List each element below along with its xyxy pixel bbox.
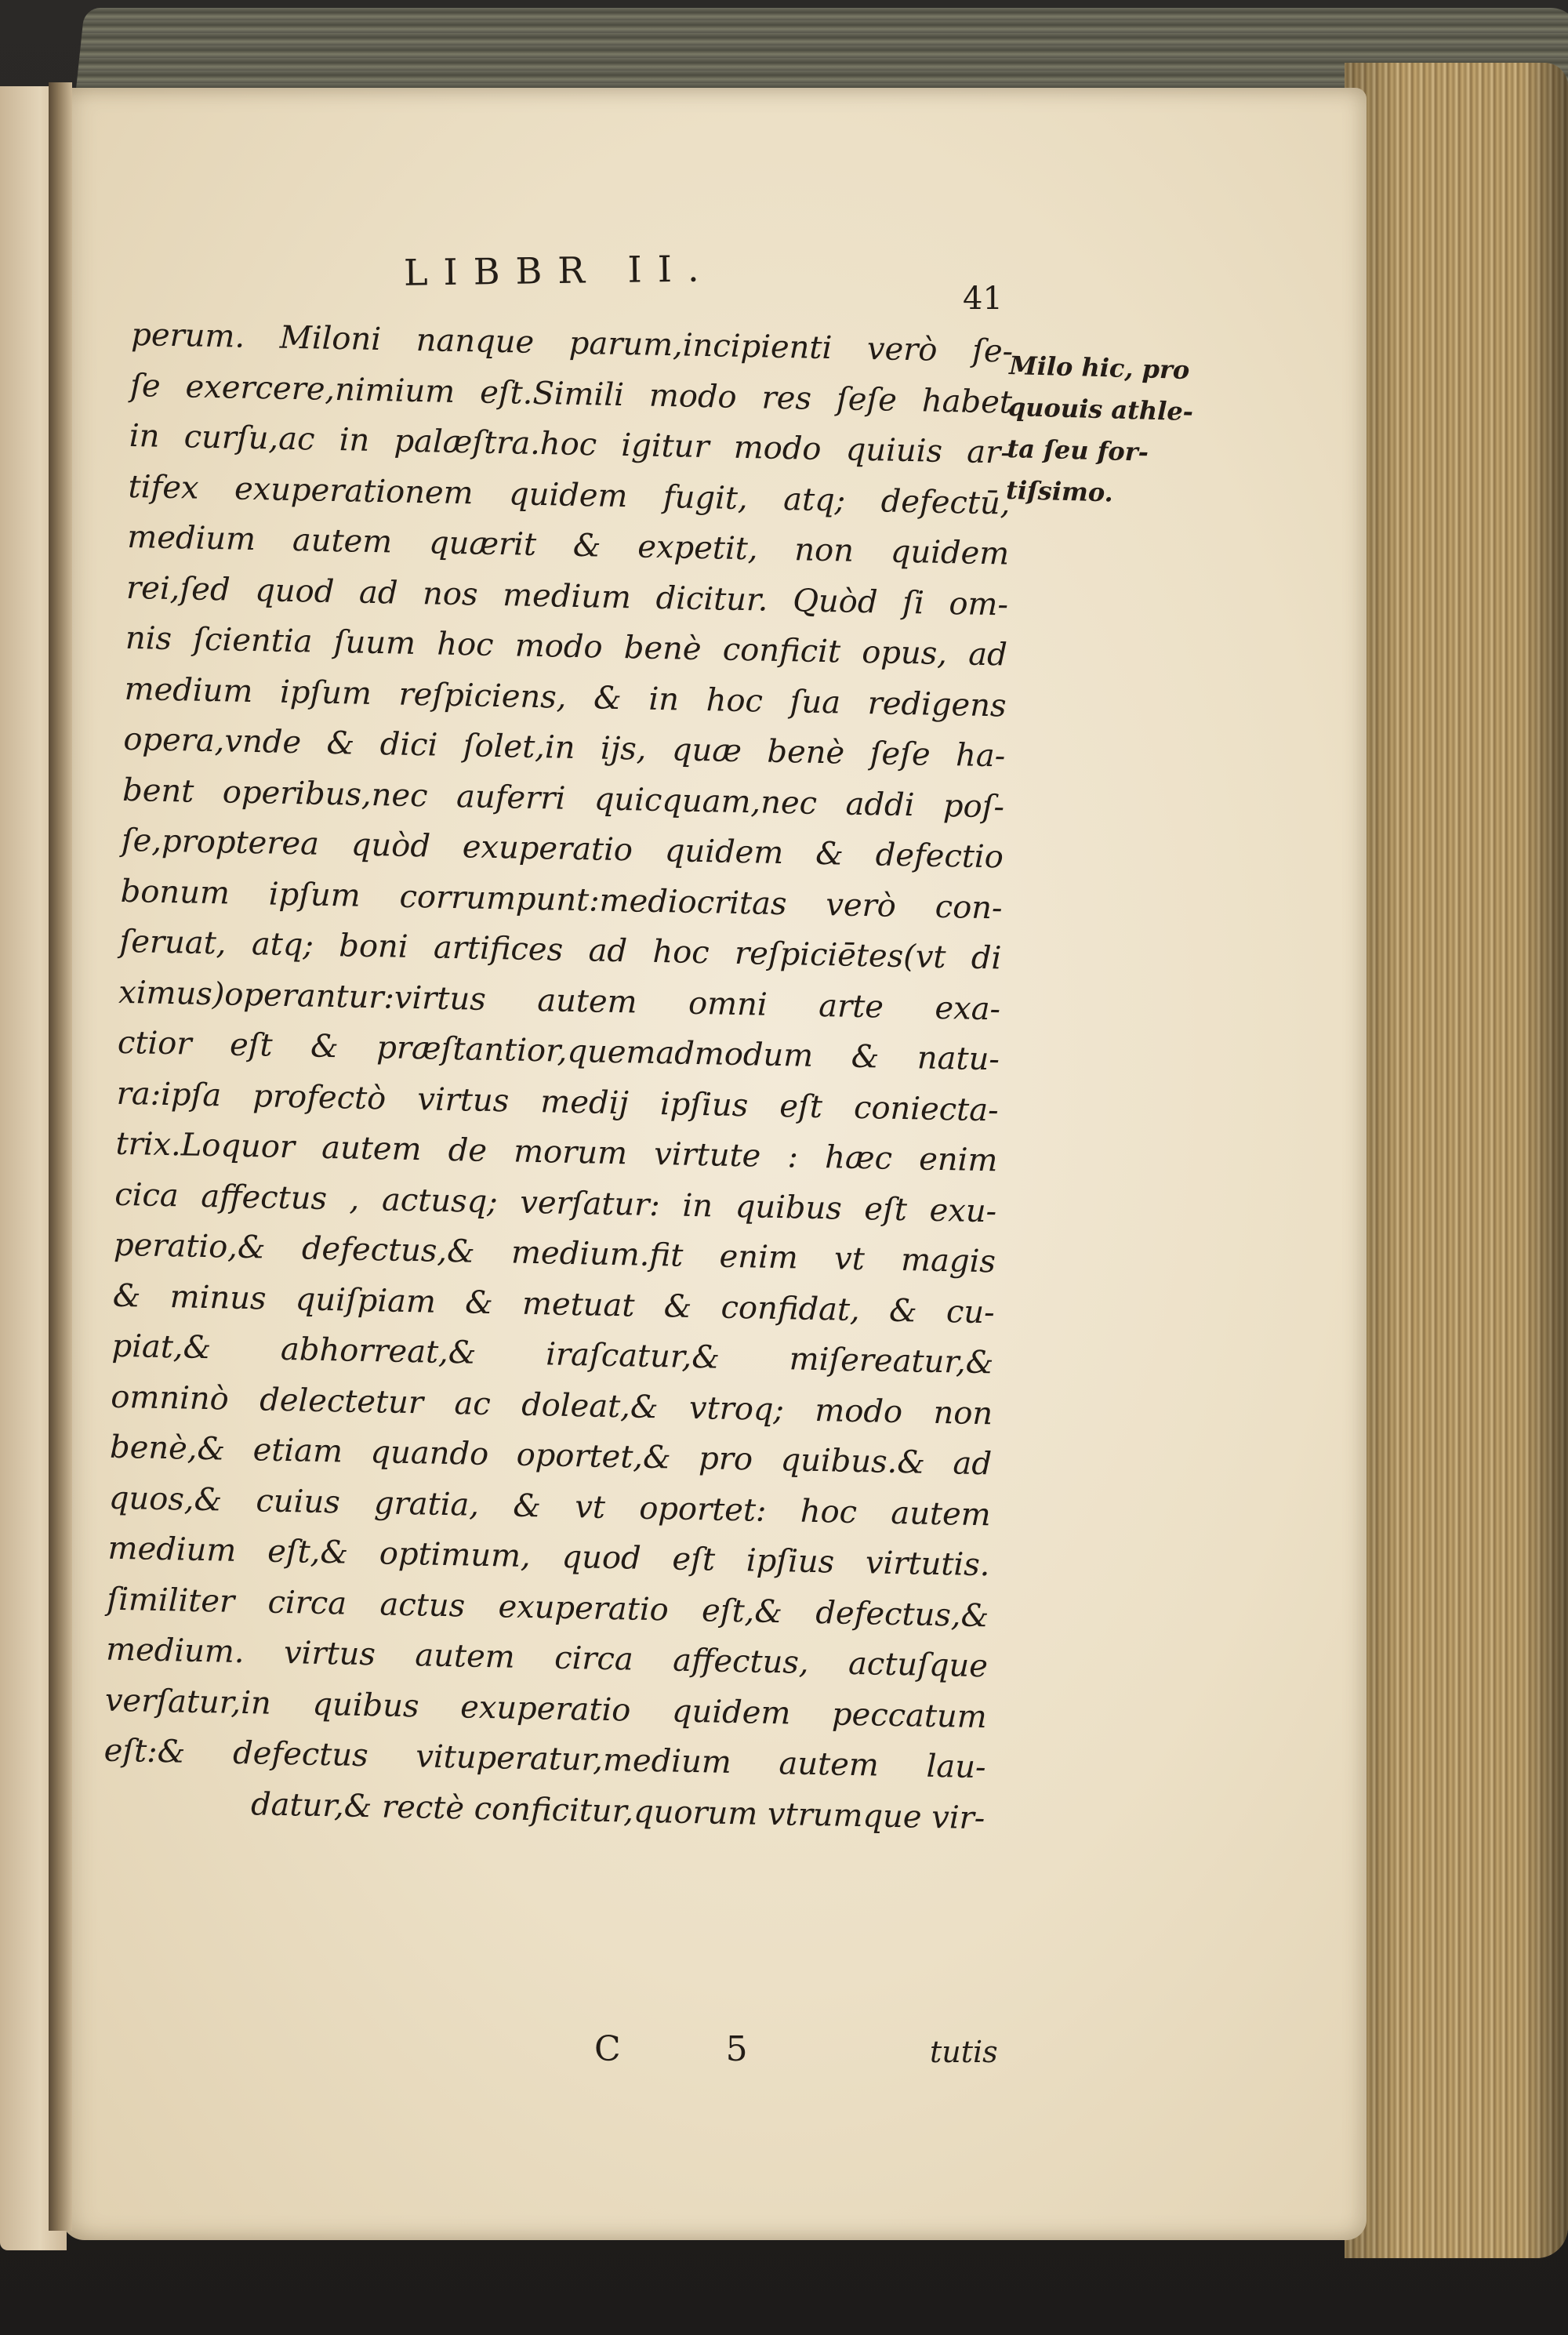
text-line: medium eſt,& optimum, quod eſt ipſius virtutis. (107, 1530, 990, 1584)
text-line: quos,& cuius gratia, & vt oportet: hoc autem (108, 1480, 992, 1533)
text-line: tifex exuperationem quidem fugit, atq; defectū, (128, 468, 1011, 522)
book-gutter (49, 82, 72, 2231)
text-line: & minus quiſpiam & metuat & confidat, & cu- (112, 1277, 996, 1331)
marginal-note-line: Milo hic, pro (1008, 350, 1190, 386)
text-line: in curſu,ac in palæſtra.hoc igitur modo quiuis ar- (129, 417, 1012, 471)
text-line: verſatur,in quibus exuperatio quidem peccatum (104, 1682, 988, 1735)
text-line: nis ſcientia ſuum hoc modo benè conficit opus, ad (125, 619, 1008, 674)
catchword: tutis (930, 2035, 998, 2069)
text-line: medium. virtus autem circa affectus, actuſque (105, 1631, 989, 1685)
main-text-block (103, 310, 1014, 1843)
text-line: peratio,& defectus,& medium.fit enim vt magis (113, 1226, 996, 1280)
text-line: medium ipſum reſpiciens, & in hoc ſua redigens (124, 670, 1007, 724)
text-line: ſe exercere,nimium eſt.Simili modo res ſeſe habet (129, 367, 1013, 421)
text-line: eſt:& defectus vituperatur,medium autem lau- (103, 1732, 986, 1786)
text-line: benè,& etiam quando oportet,& pro quibus.& ad (109, 1429, 993, 1483)
text-line: trix.Loquor autem de morum virtute : hæc enim (115, 1125, 998, 1179)
signature-mark: C 5 (594, 2029, 795, 2069)
text-line: bonum ipſum corrumpunt:mediocritas verò con- (120, 873, 1003, 926)
text-line: ſimiliter circa actus exuperatio eſt,& defectus,& (106, 1581, 989, 1634)
text-line: bent operibus,nec auferri quicquam,nec addi poſ- (122, 772, 1005, 825)
running-head: LIBBR II. (403, 247, 715, 294)
marginal-note (1005, 345, 1213, 517)
text-line: opera,vnde & dici ſolet,in ijs, quæ benè ſeſe ha- (123, 721, 1006, 775)
text-line: perum. Miloni nanque parum,incipienti verò ſe- (130, 316, 1014, 370)
text-line: piat,& abhorreat,& iraſcatur,& miſereatur,& (111, 1327, 994, 1382)
text-line: datur,& rectè conficitur,quorum vtrumque vir- (250, 1785, 985, 1836)
text-line: ctior eſt & præſtantior,quemadmodum & natu- (117, 1024, 1000, 1078)
fore-edge-shadow (1345, 63, 1568, 2258)
marginal-note-line: tiſsimo. (1005, 474, 1114, 508)
text-line: ſe,propterea quòd exuperatio quidem & defectio (121, 822, 1004, 876)
text-line: ximus)operantur:virtus autem omni arte exa- (118, 974, 1001, 1027)
marginal-note-line: quouis athle- (1007, 391, 1194, 427)
text-line: cica affectus , actusq; verſatur: in quibus eſt exu- (114, 1176, 997, 1229)
text-line: ſeruat, atq; boni artifices ad hoc reſpiciētes(vt di (119, 923, 1002, 977)
text-line: omninò delectetur ac doleat,& vtroq; modo non (110, 1378, 993, 1432)
page-number: 41 (963, 281, 1003, 317)
marginal-note-line: ta ſeu for- (1007, 433, 1149, 467)
text-line: medium autem quærit & expetit, non quidem (126, 518, 1010, 572)
text-line: ra:ipſa profectò virtus medij ipſius eſt coniecta- (116, 1075, 1000, 1128)
text-line: rei,ſed quod ad nos medium dicitur. Quòd ſi om- (125, 569, 1009, 623)
